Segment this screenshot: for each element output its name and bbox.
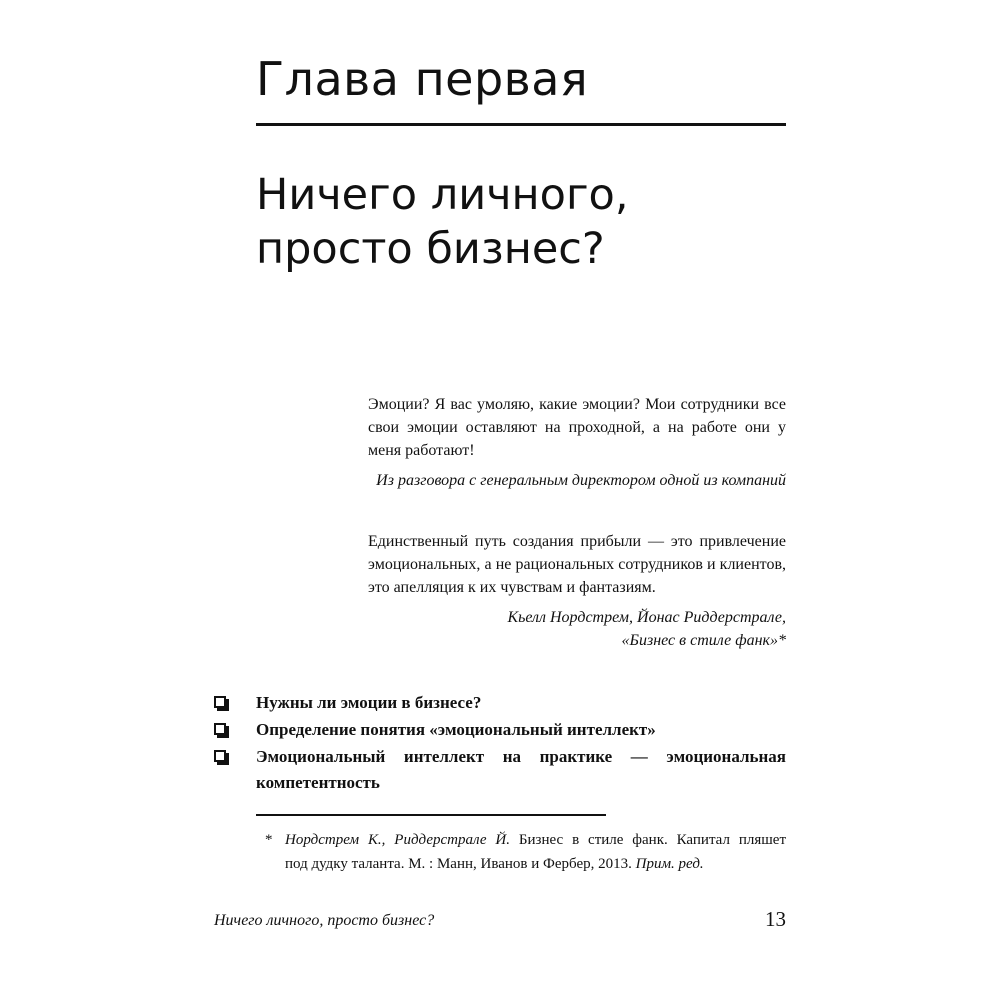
checkbox-icon xyxy=(214,696,226,708)
footnote-text: под дудку таланта. М. : Манн, Иванов и Фербер, 2013. xyxy=(285,856,632,872)
epigraph xyxy=(368,393,786,492)
chapter-title-line: просто бизнес? xyxy=(256,224,605,274)
epigraph-text: Единственный путь создания прибыли — это привлечение эмоциональных, а не рациональных сотрудников и клиентов, это апелляция к их чувствам и фантазиям. xyxy=(368,533,786,596)
footnote-note: Прим. ред. xyxy=(635,856,704,872)
page-number: 13 xyxy=(765,907,786,931)
footnote xyxy=(265,828,786,876)
contents-item xyxy=(214,744,786,796)
chapter-title-line: Ничего личного, xyxy=(256,170,629,220)
checkbox-icon xyxy=(214,723,226,735)
footnote-line xyxy=(265,852,786,876)
chapter-divider xyxy=(256,123,786,126)
epigraph-source xyxy=(368,469,786,492)
footnote-divider xyxy=(256,814,606,816)
checkbox-icon xyxy=(214,750,226,762)
footnote-mark: * xyxy=(265,832,273,848)
running-footer: Ничего личного, просто бизнес? xyxy=(214,912,435,929)
epigraph-source-line: Из разговора с генеральным директором одной из компаний xyxy=(376,472,786,489)
contents-item xyxy=(214,717,786,743)
epigraph-text: Эмоции? Я вас умоляю, какие эмоции? Мои сотрудники все свои эмоции оставляют на проходной, а на работе они у меня работают! xyxy=(368,396,786,459)
contents-item-label: Определение понятия «эмоциональный интеллект» xyxy=(256,720,656,739)
chapter-contents-list xyxy=(214,690,786,796)
chapter-title xyxy=(256,168,796,276)
contents-item-label: Нужны ли эмоции в бизнесе? xyxy=(256,693,482,712)
chapter-label: Глава первая xyxy=(256,52,589,106)
footnote-authors: Нордстрем К., Риддерстрале Й. xyxy=(285,832,511,848)
epigraph-source-line: «Бизнес в стиле фанк»* xyxy=(621,632,786,649)
epigraph-source xyxy=(368,606,786,652)
epigraph xyxy=(368,530,786,652)
contents-item xyxy=(214,690,786,716)
epigraph-source-line: Кьелл Нордстрем, Йонас Риддерстрале, xyxy=(507,609,786,626)
footnote-line xyxy=(265,828,786,852)
contents-item-label: Эмоциональный интеллект на практике — эмоциональная компетентность xyxy=(256,747,786,792)
footnote-text: Бизнес в стиле фанк. Капитал пляшет xyxy=(518,832,787,848)
